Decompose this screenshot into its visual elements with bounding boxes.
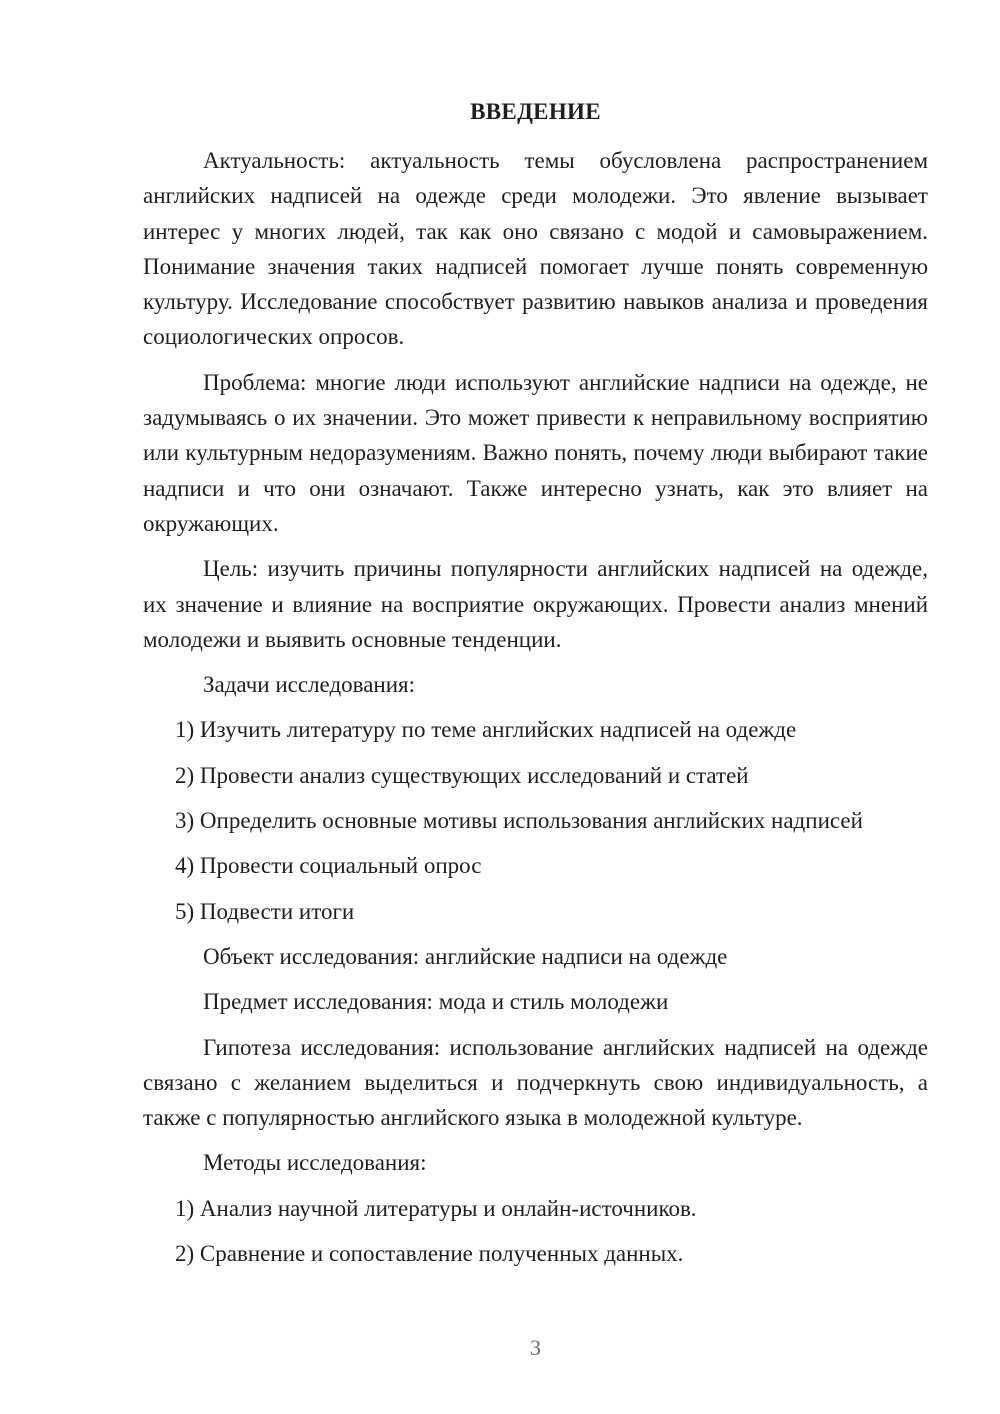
document-page bbox=[143, 0, 928, 1414]
research-subject: Предмет исследования: мода и стиль молодежи bbox=[203, 989, 669, 1015]
relevance-paragraph: Актуальность: актуальность темы обусловлена распространением английских надписей на одежде среди молодежи. Это явление вызывает интерес у многих людей, так как оно связано с модой и самовыражением. Понимание значения таких надписей помогает лучше понять современную культуру. Исследование способствует развитию навыков анализа и проведения социологических опросов. bbox=[143, 148, 928, 350]
problem-paragraph: Проблема: многие люди используют английские надписи на одежде, не задумываясь о их значении. Это может привести к неправильному восприятию или культурным недоразумениям. Важно понять, почему люди выбирают такие надписи и что они означают. Также интересно узнать, как это влияет на окружающих. bbox=[143, 369, 928, 536]
goal-paragraph: Цель: изучить причины популярности английских надписей на одежде, их значение и влияние на восприятие окружающих. Провести анализ мнений молодежи и выявить основные тенденции. bbox=[143, 556, 928, 652]
hypothesis-paragraph: Гипотеза исследования: использование английских надписей на одежде связано с желанием выделиться и подчеркнуть свою индивидуальность, а также с популярностью английского языка в молодежной культуре. bbox=[143, 1034, 928, 1131]
tasks-heading: Задачи исследования: bbox=[203, 672, 416, 698]
task-item: 2) Провести анализ существующих исследований и статей bbox=[175, 762, 749, 788]
methods-heading: Методы исследования: bbox=[203, 1150, 427, 1176]
method-item: 1) Анализ научной литературы и онлайн-источников. bbox=[175, 1195, 697, 1221]
page-number: 3 bbox=[530, 1335, 541, 1360]
task-item: 3) Определить основные мотивы использования английских надписей bbox=[175, 808, 863, 834]
page-title: ВВЕДЕНИЕ bbox=[470, 99, 601, 124]
task-item: 1) Изучить литературу по теме английских надписей на одежде bbox=[175, 717, 797, 743]
task-item: 4) Провести социальный опрос bbox=[175, 853, 482, 879]
task-item: 5) Подвести итоги bbox=[175, 898, 355, 924]
method-item: 2) Сравнение и сопоставление полученных данных. bbox=[175, 1241, 684, 1267]
document-body bbox=[143, 143, 928, 1281]
research-object: Объект исследования: английские надписи на одежде bbox=[203, 943, 728, 969]
